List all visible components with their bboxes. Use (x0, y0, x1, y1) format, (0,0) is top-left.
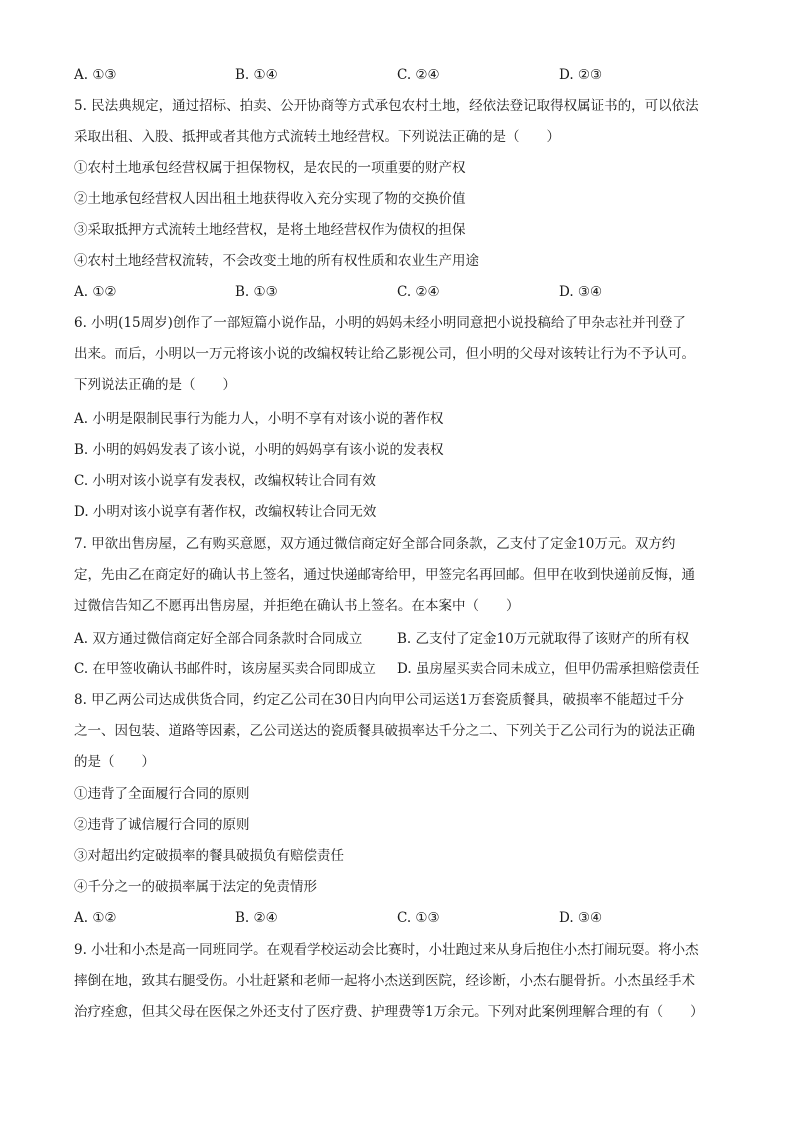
q5-options (74, 283, 734, 301)
q9-stem-line-3: 治疗痊愈，但其父母在医保之外还支付了医疗费、护理费等1万余元。下列对此案例理解合理的有（ ） (74, 1004, 704, 1020)
q5-statement-3: ③采取抵押方式流转土地经营权，是将土地经营权作为债权的担保 (74, 222, 466, 238)
q8-statement-3: ③对超出约定破损率的餐具破损负有赔偿责任 (74, 848, 344, 864)
q8-option-c: C. ①③ (397, 910, 440, 926)
q4-option-b: B. ①④ (235, 67, 278, 83)
q8-options (74, 909, 734, 927)
q7-options-row-2 (74, 660, 734, 678)
q5-option-b: B. ①③ (235, 284, 278, 300)
q8-stem-line-3: 的是（ ） (74, 754, 155, 770)
q5-option-c: C. ②④ (397, 284, 440, 300)
q6-option-b: B. 小明的妈妈发表了该小说，小明的妈妈享有该小说的发表权 (74, 442, 444, 458)
q7-option-d: D. 虽房屋买卖合同未成立，但甲仍需承担赔偿责任 (397, 661, 700, 677)
q4-option-c: C. ②④ (397, 67, 440, 83)
q8-statement-1: ①违背了全面履行合同的原则 (74, 786, 250, 802)
q4-option-d: D. ②③ (559, 67, 603, 83)
q6-stem-line-1: 6. 小明(15周岁)创作了一部短篇小说作品，小明的妈妈未经小明同意把小说投稿给了甲杂志社并刊登了 (74, 315, 686, 331)
q6-stem-line-3: 下列说法正确的是（ ） (74, 377, 236, 393)
q7-stem-line-3: 过微信告知乙不愿再出售房屋，并拒绝在确认书上签名。在本案中（ ） (74, 598, 520, 614)
q8-option-b: B. ②④ (235, 910, 278, 926)
q6-option-a: A. 小明是限制民事行为能力人，小明不享有对该小说的著作权 (74, 411, 444, 427)
q5-statement-4: ④农村土地经营权流转，不会改变土地的所有权性质和农业生产用途 (74, 253, 479, 269)
q4-options (74, 66, 734, 84)
q7-stem-line-1: 7. 甲欲出售房屋，乙有购买意愿，双方通过微信商定好全部合同条款，乙支付了定金10万元。双方约 (74, 536, 676, 552)
q6-option-d: D. 小明对该小说享有著作权，改编权转让合同无效 (74, 504, 377, 520)
q5-option-d: D. ③④ (559, 284, 603, 300)
q8-stem-line-2: 之一、因包装、道路等因素，乙公司送达的瓷质餐具破损率达千分之二、下列关于乙公司行为的说法正确 (74, 723, 695, 739)
q7-options-row-1 (74, 630, 734, 648)
q5-statement-2: ②土地承包经营权人因出租土地获得收入充分实现了物的交换价值 (74, 191, 466, 207)
q7-option-b: B. 乙支付了定金10万元就取得了该财产的所有权 (397, 631, 690, 647)
q9-stem-line-2: 摔倒在地，致其右腿受伤。小壮赶紧和老师一起将小杰送到医院，经诊断，小杰右腿骨折。小杰虽经手术 (74, 973, 695, 989)
q5-stem-line-1: 5. 民法典规定，通过招标、拍卖、公开协商等方式承包农村土地，经依法登记取得权属证书的，可以依法 (74, 98, 699, 114)
q7-option-c: C. 在甲签收确认书邮件时，该房屋买卖合同即成立 (74, 661, 376, 677)
q8-statement-4: ④千分之一的破损率属于法定的免责情形 (74, 879, 317, 895)
q7-option-a: A. 双方通过微信商定好全部合同条款时合同成立 (74, 631, 363, 647)
q8-statement-2: ②违背了诚信履行合同的原则 (74, 817, 250, 833)
q5-stem-line-2: 采取出租、入股、抵押或者其他方式流转土地经营权。下列说法正确的是（ ） (74, 129, 560, 145)
q9-stem-line-1: 9. 小壮和小杰是高一同班同学。在观看学校运动会比赛时，小壮跑过来从身后抱住小杰打闹玩耍。将小杰 (74, 942, 699, 958)
q6-option-c: C. 小明对该小说享有发表权，改编权转让合同有效 (74, 473, 376, 489)
q8-option-a: A. ①② (74, 910, 117, 926)
q7-stem-line-2: 定，先由乙在商定好的确认书上签名，通过快递邮寄给甲，甲签完名再回邮。但甲在收到快递前反悔，通 (74, 567, 695, 583)
q8-option-d: D. ③④ (559, 910, 603, 926)
q5-option-a: A. ①② (74, 284, 117, 300)
q6-stem-line-2: 出来。而后，小明以一万元将该小说的改编权转让给乙影视公司，但小明的父母对该转让行为不予认可。 (74, 346, 695, 362)
q4-option-a: A. ①③ (74, 67, 117, 83)
q8-stem-line-1: 8. 甲乙两公司达成供货合同，约定乙公司在30日内向甲公司运送1万套瓷质餐具，破损率不能超过千分 (74, 692, 684, 708)
q5-statement-1: ①农村土地承包经营权属于担保物权，是农民的一项重要的财产权 (74, 160, 466, 176)
